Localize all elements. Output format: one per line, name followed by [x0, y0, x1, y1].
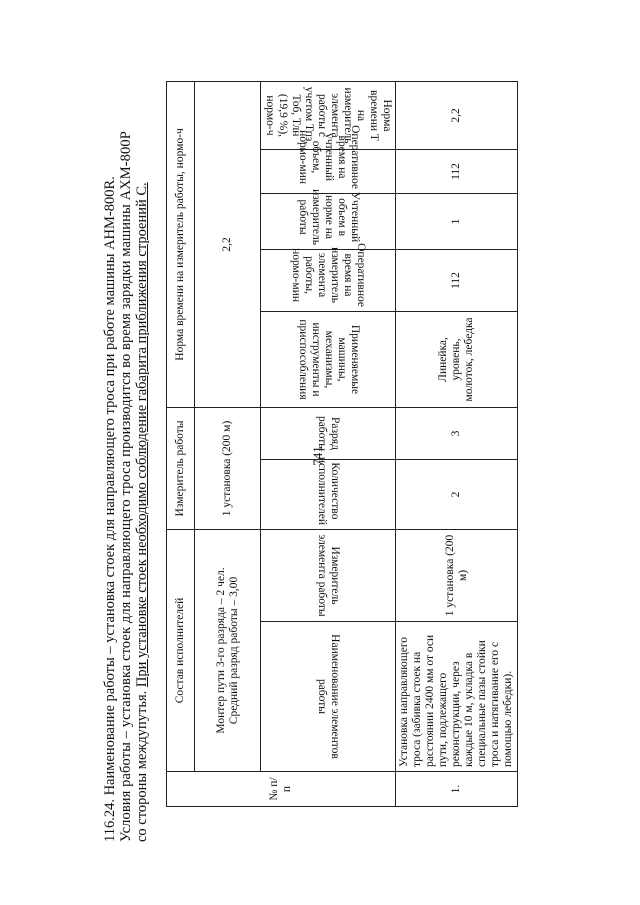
header-counted-volume [261, 189, 396, 249]
header-time-norm-element [261, 81, 396, 149]
work-meter-value: 1 установка (200 м) [195, 407, 261, 529]
header-workers-count-text: Количество исполнителей [316, 456, 341, 525]
norm-table [166, 81, 518, 807]
header-operative-time [261, 243, 396, 311]
row-work-grade: 3 [396, 407, 518, 459]
row-time-norm-element: 2,2 [396, 81, 518, 149]
header-element-meter [261, 529, 396, 621]
header-work-grade [261, 407, 396, 459]
header-work-meter: Измеритель работы [167, 407, 195, 529]
header-operative-time-text: Оперативное время на измеритель элемента работы, нормо-мин [290, 243, 367, 307]
crew-cell [195, 529, 261, 771]
header-work-grade-text: Разряд работы [316, 415, 341, 451]
section-title: 116.24. Наименование работы – установка стоек для направляющего троса при работе машины АНМ-800R. [102, 176, 118, 842]
header-element-name [261, 622, 396, 772]
conditions-underlined: При установке стоек необходимо соблюдение габарита приближения строений С. [134, 182, 150, 688]
row-tools: Линейка, уровень, молоток, лебедка [396, 311, 518, 407]
header-row-number: № п/п [167, 772, 396, 807]
row-workers-count: 2 [396, 459, 518, 529]
header-crew-composition: Состав исполнителей [167, 529, 195, 771]
conditions-plain: со стороны междупутья. [134, 687, 150, 842]
header-time-norm-element-text: Норма времени Т на измеритель элемента работы с учетом Тпз, Тоб, Тлн (19,9 %), нормо-ч [264, 86, 393, 145]
header-time-norm: Норма времени на измеритель работы, нормо-ч [167, 81, 195, 407]
table-row [396, 81, 518, 806]
rotated-content [100, 62, 520, 842]
work-conditions-line-1: Условия работы – установка стоек для направляющего троса производится во время зарядки машины АХМ-800Р [118, 131, 134, 842]
header-tools [261, 311, 396, 407]
row-operative-time-counted: 112 [396, 149, 518, 193]
row-operative-time: 112 [396, 249, 518, 311]
header-element-name-text: Наименование элементов работы [316, 634, 341, 759]
time-norm-value: 2,2 [195, 81, 261, 407]
work-conditions-line-2 [134, 182, 150, 842]
page-number: 741 [310, 446, 325, 466]
crew-average-grade: Средний разряд работы – 3,00 [227, 576, 240, 725]
header-counted-volume-text: Учтенный объем в норме на измеритель работы [296, 189, 361, 245]
row-counted-volume: 1 [396, 193, 518, 249]
row-element-name: Установка направляющего троса (забивка стоек на расстоянии 2400 мм от оси пути, подлежащего реконструкции, через каждые 10 м, укладка в специальные пазы стойки троса и натягивание его с помощью лебедки). [396, 622, 518, 772]
row-element-meter: 1 установка (200 м) [396, 529, 518, 621]
header-tools-text: Применяемые машины, механизмы, инструменты и приспособления [296, 319, 361, 400]
header-element-meter-text: Измеритель элемента работы [316, 534, 341, 617]
crew-composition: Монтер пути 3-го разряда – 2 чел. [214, 567, 227, 734]
header-operative-time-counted [261, 125, 396, 193]
header-operative-time-counted-text: Оперативное время на учтенный объем, нормо-мин [296, 125, 361, 189]
row-number: 1. [396, 772, 518, 807]
